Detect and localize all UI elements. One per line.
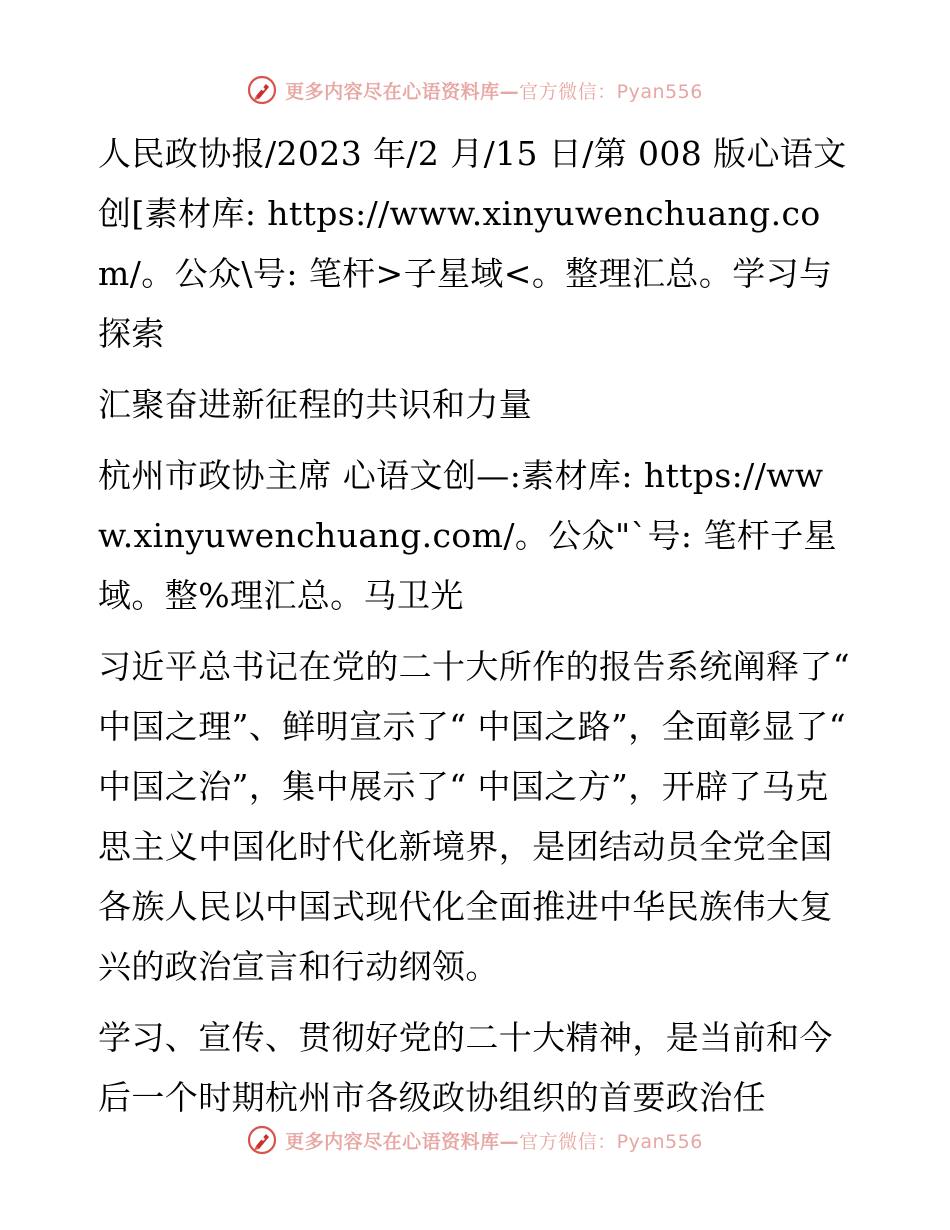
body-paragraph: 习近平总书记在党的二十大所作的报告系统阐释了“ 中国之理”、鲜明宣示了“ 中国之路”，全面彰显了“ 中国之治”，集中展示了“ 中国之方”，开辟了马克思主义中国化时代化新境界，是团结动员全党全国各族人民以中国式现代化全面推进中华民族伟大复兴的政治宣言和行动纲领。 bbox=[98, 647, 851, 986]
watermark-main-text: 更多内容尽在心语资料库— bbox=[285, 80, 520, 103]
watermark-contact: 官方微信：Pyan556 bbox=[519, 1130, 703, 1153]
source-line: 人民政协报/2023 年/2 月/15 日/第 008 版心语文创[素材库: https://www.xinyuwenchuang.com/。公众\号: 笔杆>子星域<。整理汇总。学习与探索 bbox=[98, 134, 847, 353]
author-line: 杭州市政协主席 心语文创—:素材库: https://www.xinyuwenchuang.com/。公众"`号: 笔杆子星域。整%理汇总。马卫光 bbox=[98, 456, 837, 615]
pen-nib-logo-icon bbox=[247, 1125, 277, 1155]
watermark-header bbox=[0, 70, 950, 110]
watermark-contact: 官方微信：Pyan556 bbox=[519, 80, 703, 103]
pen-nib-logo-icon bbox=[247, 75, 277, 105]
body-paragraph: 学习、宣传、贯彻好党的二十大精神，是当前和今后一个时期杭州市各级政协组织的首要政治任 bbox=[98, 1018, 833, 1117]
document-body bbox=[98, 124, 858, 1128]
article-title: 汇聚奋进新征程的共识和力量 bbox=[98, 385, 533, 424]
watermark-text bbox=[285, 77, 703, 104]
watermark-footer bbox=[0, 1120, 950, 1160]
watermark-main-text: 更多内容尽在心语资料库— bbox=[285, 1130, 520, 1153]
watermark-text bbox=[285, 1127, 703, 1154]
